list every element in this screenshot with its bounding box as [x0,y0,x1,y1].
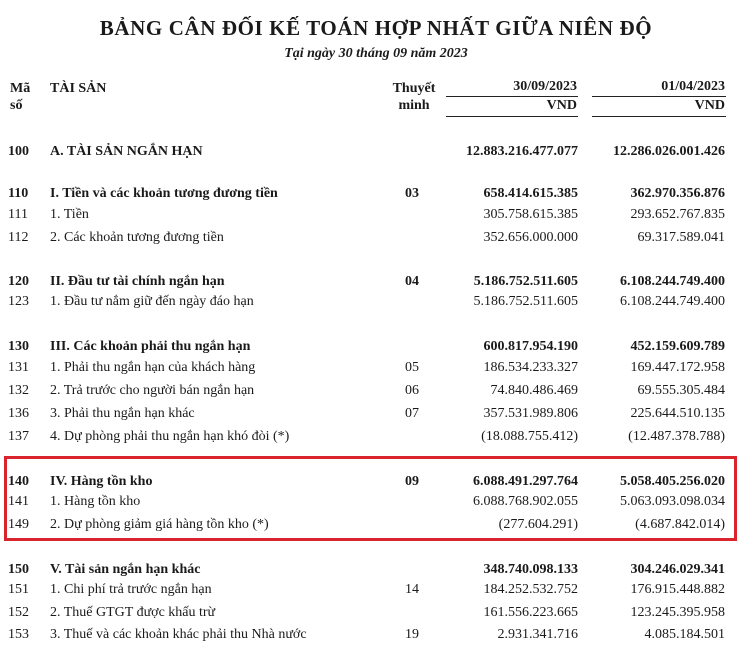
table-row [0,490,752,512]
row-code: 110 [8,186,29,201]
table-row [0,402,752,424]
header-note-line1: Thuyết [392,81,436,96]
row-value-current: 186.534.233.327 [483,360,578,375]
table-row [0,379,752,401]
table-row [0,470,752,492]
header-underline-prior [592,96,726,97]
row-note: 19 [405,627,419,642]
row-code: 149 [8,517,29,532]
table-row [0,513,752,535]
row-code: 123 [8,294,29,309]
header-note-line2: minh [398,98,430,113]
row-code: 150 [8,562,29,577]
table-row [0,270,752,292]
row-code: 137 [8,429,29,444]
row-value-prior: 169.447.172.958 [630,360,725,375]
row-note: 14 [405,582,419,597]
row-value-prior: 452.159.609.789 [630,339,725,354]
row-value-prior: 69.555.305.484 [637,383,725,398]
table-row [0,578,752,600]
row-value-current: 348.740.098.133 [483,562,578,577]
row-label: II. Đầu tư tài chính ngắn hạn [50,274,225,289]
row-value-current: (18.088.755.412) [481,429,578,444]
row-value-prior: 225.644.510.135 [630,406,725,421]
table-row [0,425,752,447]
table-row [0,356,752,378]
table-row [0,558,752,580]
row-code: 131 [8,360,29,375]
header-col-prior-unit: VND [694,98,725,113]
header-code-line2: số [10,98,23,113]
row-label: 4. Dự phòng phải thu ngắn hạn khó đòi (*) [50,429,290,444]
row-code: 100 [8,144,29,159]
row-code: 111 [8,207,28,222]
row-value-current: 12.883.216.477.077 [466,144,578,159]
table-row [0,140,752,162]
row-label: 1. Phải thu ngắn hạn của khách hàng [50,360,256,375]
row-value-current: 74.840.486.469 [490,383,578,398]
row-value-current: 5.186.752.511.605 [473,294,578,309]
row-note: 07 [405,406,419,421]
table-row [0,290,752,312]
report-date: Tại ngày 30 tháng 09 năm 2023 [284,46,468,61]
header-note [388,80,440,114]
row-code: 132 [8,383,29,398]
row-code: 140 [8,474,29,489]
row-value-current: (277.604.291) [498,517,578,532]
row-note: 04 [405,274,419,289]
row-label: 3. Phải thu ngắn hạn khác [50,406,195,421]
row-value-prior: (12.487.378.788) [628,429,725,444]
row-value-prior: 6.108.244.749.400 [620,294,725,309]
row-label: 1. Chi phí trả trước ngắn hạn [50,582,212,597]
table-row [0,182,752,204]
row-value-prior: 4.085.184.501 [644,627,725,642]
row-value-prior: 293.652.767.835 [630,207,725,222]
row-value-current: 6.088.768.902.055 [473,494,578,509]
row-value-prior: 5.063.093.098.034 [620,494,725,509]
row-value-current: 2.931.341.716 [497,627,578,642]
row-label: A. TÀI SẢN NGẮN HẠN [50,144,203,159]
header-asset: TÀI SẢN [50,81,107,96]
row-note: 06 [405,383,419,398]
row-value-current: 600.817.954.190 [483,339,578,354]
row-value-prior: 5.058.405.256.020 [620,474,725,489]
row-label: III. Các khoản phải thu ngắn hạn [50,339,251,354]
row-value-current: 357.531.989.806 [483,406,578,421]
header-bottom-rule-current [446,116,578,117]
row-value-current: 305.758.615.385 [483,207,578,222]
row-code: 152 [8,605,29,620]
row-note: 03 [405,186,419,201]
row-code: 151 [8,582,29,597]
row-value-prior: 6.108.244.749.400 [620,274,725,289]
row-value-prior: 12.286.026.001.426 [613,144,725,159]
row-value-current: 6.088.491.297.764 [473,474,578,489]
table-row [0,601,752,623]
row-value-current: 184.252.532.752 [483,582,578,597]
row-note: 05 [405,360,419,375]
row-value-prior: (4.687.842.014) [635,517,725,532]
header-col-prior-date: 01/04/2023 [661,79,725,94]
row-code: 120 [8,274,29,289]
row-value-prior: 123.245.395.958 [630,605,725,620]
row-value-current: 161.556.223.665 [483,605,578,620]
row-value-prior: 362.970.356.876 [630,186,725,201]
row-label: 2. Các khoản tương đương tiền [50,230,224,245]
row-code: 141 [8,494,29,509]
table-row [0,335,752,357]
row-code: 112 [8,230,29,245]
row-label: 3. Thuế và các khoản khác phải thu Nhà nước [50,627,307,642]
header-code-line1: Mã [10,81,31,96]
header-underline-current [446,96,578,97]
row-value-current: 352.656.000.000 [483,230,578,245]
report-title: BẢNG CÂN ĐỐI KẾ TOÁN HỢP NHẤT GIỮA NIÊN ĐỘ [99,16,653,40]
table-row [0,203,752,225]
header-bottom-rule-prior [592,116,726,117]
row-label: 1. Hàng tồn kho [50,494,141,509]
header-col-current-date: 30/09/2023 [513,79,577,94]
row-label: IV. Hàng tồn kho [50,474,153,489]
row-code: 153 [8,627,29,642]
row-label: 1. Tiền [50,207,89,222]
row-value-current: 658.414.615.385 [483,186,578,201]
header-col-current-unit: VND [546,98,577,113]
row-label: V. Tài sản ngắn hạn khác [50,562,201,577]
table-row [0,623,752,645]
row-label: I. Tiền và các khoản tương đương tiền [50,186,278,201]
row-note: 09 [405,474,419,489]
row-value-prior: 69.317.589.041 [637,230,725,245]
row-label: 2. Dự phòng giảm giá hàng tồn kho (*) [50,517,269,532]
row-code: 136 [8,406,29,421]
header-code [10,80,30,114]
row-label: 1. Đầu tư nắm giữ đến ngày đáo hạn [50,294,254,309]
row-value-prior: 176.915.448.882 [630,582,725,597]
row-label: 2. Thuế GTGT được khấu trừ [50,605,216,620]
table-row [0,226,752,248]
row-value-prior: 304.246.029.341 [630,562,725,577]
row-code: 130 [8,339,29,354]
row-label: 2. Trả trước cho người bán ngắn hạn [50,383,255,398]
row-value-current: 5.186.752.511.605 [473,274,578,289]
